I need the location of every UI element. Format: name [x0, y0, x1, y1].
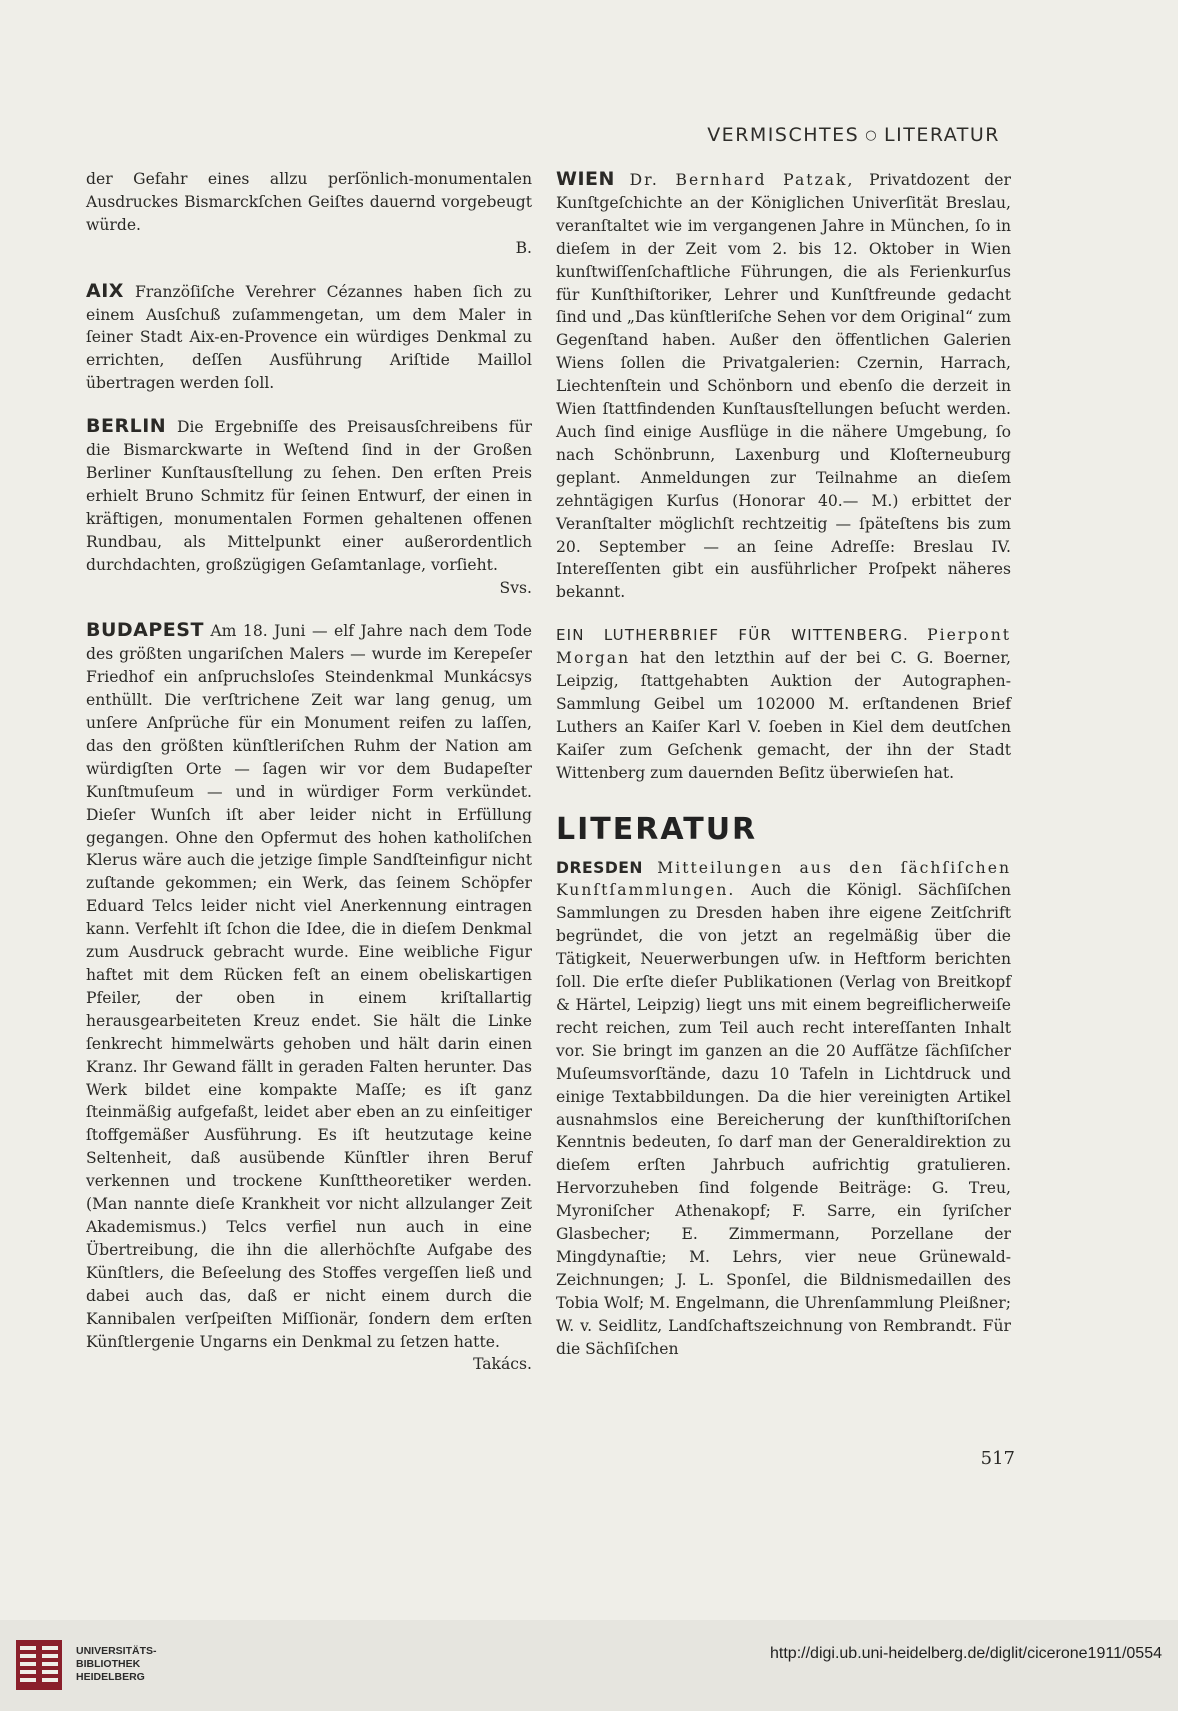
- right-column: [556, 168, 1011, 1361]
- library-line: BIBLIOTHEK: [76, 1658, 141, 1670]
- article-text: Privatdozent der Kunſtgeſchichte an der Königlichen Univerſität Breslau, veranſtaltet wie im vergangenen Jahre in München, ſo in dieſem in der Zeit vom 2. bis 12. Oktober in Wien kunſtwiſſenſchaftliche Führungen, die als Ferienkurſus für Kunſthiſtoriker, Lehrer und Kunſtfreunde gedacht ſind und „Das künſtleriſche Sehen vor dem Original“ zum Gegenſtand haben. Außer den öffentlichen Galerien Wiens ſollen die Privatgalerien: Czernin, Harrach, Liechtenſtein und Schönborn und ebenſo die derzeit in Wien ſtattfindenden Kunſtausſtellungen beſucht werden. Auch ſind einige Ausflüge in die nähere Umgebung, ſo nach Schönbrunn, Laxenburg und Kloſterneuburg geplant. Anmeldungen zur Teilnahme an dieſem zehntägigen Kurſus (Honorar 40.— M.) erbittet der Veranſtalter möglichſt rechtzeitig — ſpäteſtens bis zum 20. September — an ſeine Adreſſe: Breslau IV. Intereſſenten gibt ein ausführlicher Proſpekt näheres bekannt.: [556, 171, 1011, 602]
- article-signature: Takács.: [473, 1355, 532, 1374]
- library-line: HEIDELBERG: [76, 1671, 145, 1683]
- university-seal-icon: [14, 1638, 64, 1692]
- article-person: Pierpont Morgan: [556, 626, 1011, 668]
- article-person: Dr. Bernhard Patzak,: [629, 171, 855, 189]
- article-text: der Gefahr eines allzu perſönlich-monumentalen Ausdruckes Bismarckſchen Geiſtes dauernd vorgebeugt würde.: [86, 170, 532, 234]
- article-keyword: DRESDEN: [556, 858, 643, 877]
- running-header: [707, 124, 1000, 146]
- article-luther: [556, 624, 1011, 784]
- article-title: EIN LUTHERBRIEF FÜR WITTENBERG.: [556, 626, 909, 645]
- article-keyword: AIX: [86, 279, 124, 302]
- article-aix: [86, 280, 532, 396]
- article-keyword: WIEN: [556, 168, 615, 190]
- header-right: LITERATUR: [884, 124, 1000, 146]
- page-number: 517: [980, 1448, 1015, 1469]
- left-column: [86, 168, 532, 1376]
- article-text: Auch die Königl. Sächſiſchen Sammlungen zu Dresden haben ihre eigene Zeitſchrift begründet, die von jetzt an regelmäßig über die Tätigkeit, Neuerwerbungen uſw. in Heftform berichten ſoll. Die erſte dieſer Publikationen (Verlag von Breitkopf & Härtel, Leipzig) liegt uns mit einem begreiflicherweiſe recht reichen, zum Teil auch recht intereſſanten Inhalt vor. Sie bringt im ganzen an die 20 Aufſätze ſächſiſcher Muſeumsvorſtände, dazu 10 Tafeln in Lichtdruck und einige Textabbildungen. Da die hier vereinigten Artikel ausnahmslos eine Bereicherung der kunſthiſtoriſchen Kenntnis bedeuten, ſo darf man der Generaldirektion zu dieſem erſten Jahrbuch aufrichtig gratulieren. Hervorzuheben ſind folgende Beiträge: G. Treu, Myroniſcher Athenakopf; F. Sarre, ein ſyriſcher Glasbecher; E. Zimmermann, Porzellane der Mingdynaſtie; M. Lehrs, vier neue Grünewald-Zeichnungen; J. L. Sponſel, die Bildnismedaillen des Tobia Wolf; M. Engelmann, die Uhrenſammlung Pleißner; W. v. Seidlitz, Landſchaftszeichnung von Rembrandt. Für die Sächſiſchen: [556, 881, 1011, 1358]
- article-bismarck-tail: [86, 168, 532, 260]
- article-text: Die Ergebniſſe des Preisausſchreibens für die Bismarckwarte in Weſtend ſind in der Großen Berliner Kunſtausſtellung zu ſehen. Den erſten Preis erhielt Bruno Schmitz für ſeinen Entwurf, der einen in kräftigen, monumentalen Formen gehaltenen offenen Rundbau, als Mittelpunkt einer außerordentlich durchdachten, großzügigen Geſamtanlage, vorſieht.: [86, 418, 532, 574]
- article-title: Mitteilungen aus den ſächſiſchen Kunſtſammlungen.: [556, 858, 1011, 900]
- source-url-link[interactable]: http://digi.ub.uni-heidelberg.de/diglit/cicerone1911/0554: [770, 1645, 1162, 1662]
- header-left: VERMISCHTES: [707, 124, 860, 146]
- library-line: UNIVERSITÄTS-: [76, 1645, 157, 1657]
- header-separator: ○: [865, 128, 879, 143]
- article-budapest: [86, 619, 532, 1376]
- article-signature: B.: [515, 238, 532, 257]
- article-text: hat den letzthin auf der bei C. G. Boerner, Leipzig, ſtattgehabten Auktion der Autographen-Sammlung Geibel um 102000 M. erſtandenen Brief Luthers an Kaiſer Karl V. ſoeben in Kiel dem deutſchen Kaiſer zum Geſchenk gemacht, der ihn der Stadt Wittenberg zum dauernden Beſitz überwieſen hat.: [556, 649, 1011, 782]
- article-keyword: BERLIN: [86, 415, 167, 438]
- section-heading-literatur: LITERATUR: [556, 811, 758, 847]
- article-berlin: [86, 415, 532, 599]
- footer-bar: [0, 1620, 1178, 1711]
- article-signature: Svs.: [499, 578, 532, 597]
- article-wien: [556, 168, 1011, 604]
- article-dresden: [556, 857, 1011, 1361]
- library-name: [76, 1645, 157, 1684]
- article-keyword: BUDAPEST: [86, 619, 204, 642]
- article-text: Am 18. Juni — elf Jahre nach dem Tode des größten ungariſchen Malers — wurde im Kerepeſer Friedhof ein anſpruchsloſes Steindenkmal Munkácsys enthüllt. Die verſtrichene Zeit war lang genug, um unſere Anſprüche für ein Monument reifen zu laſſen, das den größten künſtleriſchen Ruhm der Nation am würdigſten Orte — ſagen wir vor dem Budapeſter Kunſtmuſeum — und in würdiger Form verkündet. Dieſer Wunſch iſt aber leider nicht in Erfüllung gegangen. Ohne den Opfermut des hohen katholiſchen Klerus wäre auch die jetzige ſimple Sandſteinfigur nicht zuſtande gekommen; ein Werk, das ſeinem Schöpfer Eduard Telcs leider nicht viel Anerkennung eintragen kann. Verfehlt iſt ſchon die Idee, die in dieſem Denkmal zum Ausdruck gebracht wurde. Eine weibliche Figur haftet mit dem Rücken feſt an einem obeliskartigen Pfeiler, der oben in einem kriſtallartig herausgearbeiteten Kreuz endet. Sie hält die Linke ſenkrecht himmelwärts gehoben und hält darin einen Kranz. Ihr Gewand fällt in geraden Falten herunter. Das Werk bildet eine kompakte Maſſe; es iſt ganz ſteinmäßig aufgefaßt, leidet aber eben an zu einſeitiger ſtoffgemäßer Ausführung. Es iſt heutzutage keine Seltenheit, daß ausübende Künſtler ihren Beruf verkennen und trockene Kunſttheoretiker werden. (Man nannte dieſe Krankheit vor nicht allzulanger Zeit Akademismus.) Telcs verfiel nun auch in eine Übertreibung, die ihn die allerhöchſte Aufgabe des Künſtlers, die Beſeelung des Stoffes vergeſſen ließ und dabei auch das, daß er nicht einem durch die Kannibalen verſpeiſten Miſſionär, ſondern dem erſten Künſtlergenie Ungarns ein Denkmal zu ſetzen hatte.: [86, 622, 532, 1351]
- article-text: Franzöſiſche Verehrer Cézannes haben ſich zu einem Ausſchuß zuſammengetan, um dem Maler in ſeiner Stadt Aix-en-Provence ein würdiges Denkmal zu errichten, deſſen Ausführung Ariſtide Maillol übertragen werden ſoll.: [86, 282, 532, 393]
